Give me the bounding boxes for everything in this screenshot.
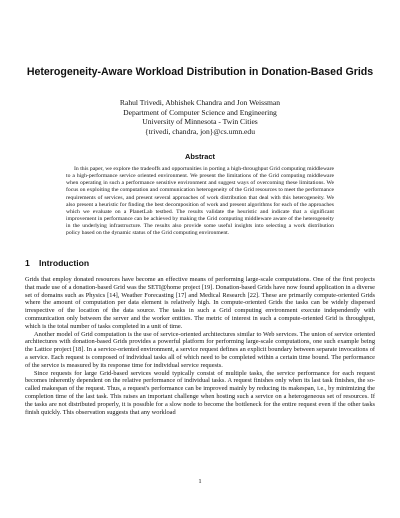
author-names: Rahul Trivedi, Abhishek Chandra and Jon Weissman xyxy=(119,98,281,107)
section-number: 1 xyxy=(25,258,30,268)
introduction-body xyxy=(25,276,375,416)
section-title: Introduction xyxy=(39,258,90,268)
abstract-heading: Abstract xyxy=(185,152,215,161)
body-paragraph: Since requests for large Grid-based services would typically consist of multiple tasks, the service performance for each request becomes inherently dependent on the relative performance of individual tasks. A request finishes only when its last task finishes, the so-called makespan of the request. Thus, a request's performance can be improved mainly by reducing its makespan, i.e., by minimizing the completion time of the last task. This raises an important challenge when hosting such a service on a heterogeneous set of resources. If the tasks are not distributed properly, it is possible for a slow node to become the bottleneck for the entire request even if the other tasks finish quickly. This observation suggests that any workload xyxy=(25,369,375,416)
page-number: 1 xyxy=(198,478,202,485)
affiliation-department: Department of Computer Science and Engineering xyxy=(123,107,277,117)
affiliation-university: University of Minnesota - Twin Cities xyxy=(142,117,258,127)
section-heading-introduction xyxy=(25,258,325,268)
author-block xyxy=(20,98,380,136)
paper-title: Heterogeneity-Aware Workload Distribution in Donation-Based Grids xyxy=(26,66,374,78)
author-emails: {trivedi, chandra, jon}@cs.umn.edu xyxy=(144,126,256,136)
abstract-text: In this paper, we explore the tradeoffs and opportunities in porting a high-throughput Grid computing middleware to a high-performance service oriented environment. We present the limitations of the Grid computing middleware when operating in such a performance sensitive environment and suggest ways of overcoming these limitations. We focus on exploiting the computation and communication heterogeneity of the Grid resources to meet the performance requirements of services, and present several approaches of work distribution that deal with this heterogeneity. We also present a heuristic for finding the best decomposition of work and present algorithms for each of the approaches which we evaluate on a PlanetLab testbed. The results validate the heuristic and indicate that a significant improvement in performance can be achieved by making the Grid computing middleware aware of the heterogeneity in the underlying infrastructure. The results also provide some useful insights into selecting a work distribution policy based on the dynamic status of the Grid computing environment. xyxy=(66,166,334,237)
body-paragraph: Another model of Grid computation is the use of service-oriented architectures similar to Web services. The union of service oriented architectures with donation-based Grids provides a powerful platform for performing large-scale computations, one such example being the Lattice project [18]. In a service-oriented environment, a service request defines an explicit boundary between separate invocations of a service. Each request is composed of individual tasks all of which need to be completed within a certain time bound. The performance of the service is measured by its response time for individual service requests. xyxy=(25,330,375,369)
body-paragraph: Grids that employ donated resources have become an effective means of performing large-scale computations. One of the first projects that made use of a donation-based Grid was the SETI@home project [19]. Donation-based Grids have now found application in a diverse set of domains such as Physics [14], Weather Forecasting [17] and Medical Research [22]. These are primarily compute-oriented Grids where the amount of computation per data element is relatively high. In compute-oriented Grids the tasks can be widely dispersed irrespective of the location of the data source. The tasks in such a Grid computing environment execute independently with communication only between the server and the worker entities. The metric of interest in such a compute-oriented Grid is throughput, which is the total number of tasks completed in a unit of time. xyxy=(25,276,375,330)
